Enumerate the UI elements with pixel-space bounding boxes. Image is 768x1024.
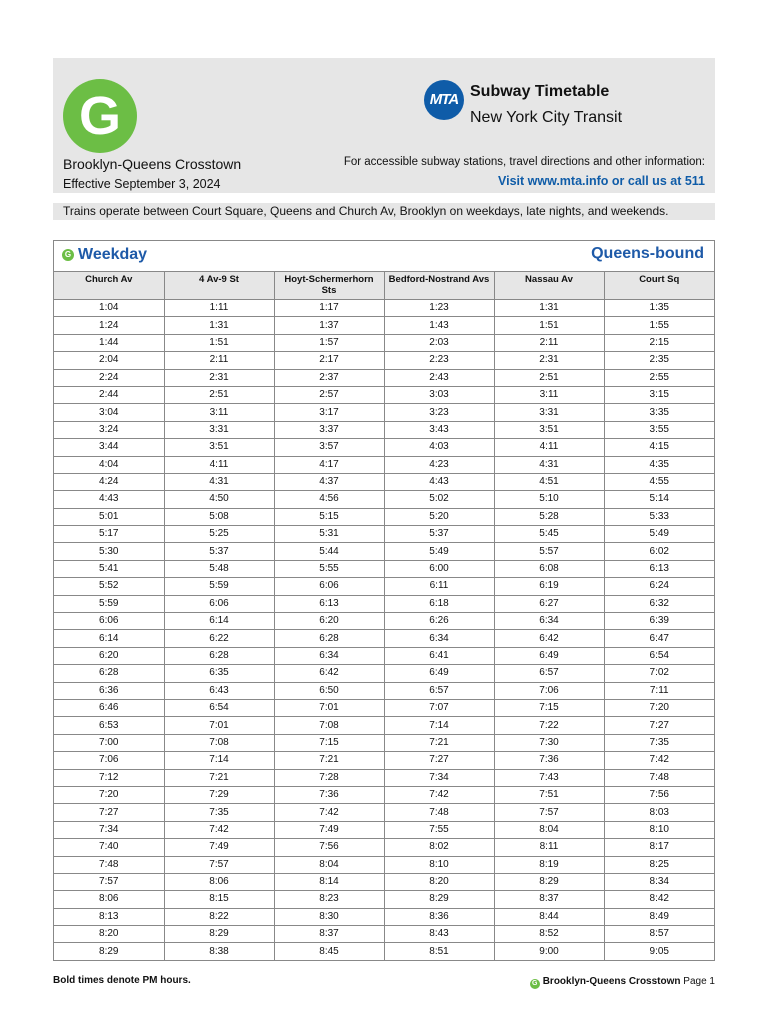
table-row (54, 456, 714, 473)
time-cell: 6:36 (54, 682, 164, 699)
time-cell: 1:57 (274, 334, 384, 351)
time-cell: 2:31 (164, 369, 274, 386)
time-cell: 6:11 (384, 578, 494, 595)
time-cell: 5:52 (54, 578, 164, 595)
time-cell: 1:43 (384, 317, 494, 334)
time-cell: 7:42 (274, 804, 384, 821)
day-text: Weekday (78, 246, 148, 263)
time-cell: 8:51 (384, 943, 494, 960)
time-cell: 4:11 (164, 456, 274, 473)
time-cell: 4:04 (54, 456, 164, 473)
time-cell: 7:06 (54, 752, 164, 769)
time-cell: 1:55 (604, 317, 714, 334)
time-cell: 2:24 (54, 369, 164, 386)
time-cell: 3:11 (494, 386, 604, 403)
time-cell: 8:11 (494, 839, 604, 856)
time-cell: 8:44 (494, 908, 604, 925)
time-cell: 8:19 (494, 856, 604, 873)
time-cell: 3:44 (54, 439, 164, 456)
time-cell: 6:42 (274, 665, 384, 682)
time-cell: 7:01 (274, 699, 384, 716)
time-cell: 5:31 (274, 526, 384, 543)
time-cell: 7:27 (384, 752, 494, 769)
time-cell: 8:02 (384, 839, 494, 856)
time-cell: 4:03 (384, 439, 494, 456)
time-cell: 6:06 (164, 595, 274, 612)
time-cell: 4:31 (164, 473, 274, 490)
time-cell: 7:48 (604, 769, 714, 786)
time-cell: 2:23 (384, 352, 494, 369)
time-cell: 4:15 (604, 439, 714, 456)
time-cell: 8:38 (164, 943, 274, 960)
time-cell: 2:15 (604, 334, 714, 351)
time-cell: 3:24 (54, 421, 164, 438)
time-cell: 8:15 (164, 891, 274, 908)
time-cell: 1:51 (164, 334, 274, 351)
time-cell: 5:49 (384, 543, 494, 560)
time-cell: 4:37 (274, 473, 384, 490)
time-cell: 7:08 (164, 734, 274, 751)
time-cell: 3:31 (164, 421, 274, 438)
table-row (54, 421, 714, 438)
time-cell: 7:35 (164, 804, 274, 821)
time-cell: 6:18 (384, 595, 494, 612)
time-cell: 6:39 (604, 613, 714, 630)
time-cell: 8:04 (494, 821, 604, 838)
table-row (54, 369, 714, 386)
table-row (54, 560, 714, 577)
time-cell: 2:51 (494, 369, 604, 386)
time-cell: 6:57 (384, 682, 494, 699)
table-row (54, 804, 714, 821)
time-cell: 6:34 (494, 613, 604, 630)
time-cell: 8:03 (604, 804, 714, 821)
time-cell: 7:42 (604, 752, 714, 769)
time-cell: 7:35 (604, 734, 714, 751)
time-cell: 8:22 (164, 908, 274, 925)
time-cell: 5:25 (164, 526, 274, 543)
time-cell: 2:43 (384, 369, 494, 386)
time-cell: 5:28 (494, 508, 604, 525)
time-cell: 7:28 (274, 769, 384, 786)
table-row (54, 891, 714, 908)
time-cell: 7:11 (604, 682, 714, 699)
time-cell: 2:44 (54, 386, 164, 403)
page-number: Page 1 (683, 976, 715, 987)
time-cell: 7:57 (164, 856, 274, 873)
time-cell: 7:55 (384, 821, 494, 838)
time-cell: 7:51 (494, 786, 604, 803)
time-cell: 3:11 (164, 404, 274, 421)
time-cell: 8:43 (384, 926, 494, 943)
time-cell: 5:33 (604, 508, 714, 525)
time-cell: 5:37 (384, 526, 494, 543)
time-cell: 5:41 (54, 560, 164, 577)
time-cell: 8:49 (604, 908, 714, 925)
table-row (54, 578, 714, 595)
time-cell: 2:51 (164, 386, 274, 403)
time-cell: 8:30 (274, 908, 384, 925)
time-cell: 7:21 (164, 769, 274, 786)
time-cell: 7:49 (274, 821, 384, 838)
time-cell: 4:31 (494, 456, 604, 473)
time-cell: 4:35 (604, 456, 714, 473)
time-cell: 6:08 (494, 560, 604, 577)
time-cell: 7:42 (164, 821, 274, 838)
time-cell: 1:51 (494, 317, 604, 334)
time-cell: 7:30 (494, 734, 604, 751)
time-cell: 4:24 (54, 473, 164, 490)
time-cell: 3:57 (274, 439, 384, 456)
time-cell: 1:23 (384, 300, 494, 317)
time-cell: 2:04 (54, 352, 164, 369)
time-cell: 3:04 (54, 404, 164, 421)
time-cell: 7:43 (494, 769, 604, 786)
brand-title: Subway Timetable (470, 83, 610, 100)
time-cell: 7:36 (274, 786, 384, 803)
direction-label: Queens-bound (591, 245, 704, 262)
time-cell: 1:04 (54, 300, 164, 317)
time-cell: 5:57 (494, 543, 604, 560)
time-cell: 4:50 (164, 491, 274, 508)
time-cell: 7:56 (274, 839, 384, 856)
column-header: 4 Av-9 St (164, 272, 274, 300)
time-cell: 5:45 (494, 526, 604, 543)
time-cell: 6:22 (164, 630, 274, 647)
time-cell: 8:42 (604, 891, 714, 908)
time-cell: 8:29 (54, 943, 164, 960)
time-cell: 6:26 (384, 613, 494, 630)
table-row (54, 734, 714, 751)
time-cell: 5:48 (164, 560, 274, 577)
time-cell: 8:20 (54, 926, 164, 943)
table-row (54, 908, 714, 925)
time-cell: 7:21 (274, 752, 384, 769)
time-cell: 7:21 (384, 734, 494, 751)
time-cell: 6:41 (384, 647, 494, 664)
timetable-title-bar (54, 241, 714, 272)
time-cell: 6:14 (164, 613, 274, 630)
time-cell: 7:08 (274, 717, 384, 734)
time-cell: 6:49 (384, 665, 494, 682)
time-cell: 8:29 (494, 873, 604, 890)
time-cell: 3:23 (384, 404, 494, 421)
time-cell: 1:37 (274, 317, 384, 334)
time-cell: 2:35 (604, 352, 714, 369)
time-cell: 7:36 (494, 752, 604, 769)
time-cell: 7:01 (164, 717, 274, 734)
time-cell: 1:31 (164, 317, 274, 334)
g-route-bullet-icon: G (530, 979, 540, 989)
table-row (54, 926, 714, 943)
time-cell: 6:35 (164, 665, 274, 682)
time-cell: 8:34 (604, 873, 714, 890)
table-row (54, 386, 714, 403)
table-row (54, 334, 714, 351)
column-header: Nassau Av (494, 272, 604, 300)
time-cell: 7:34 (54, 821, 164, 838)
service-notice: Trains operate between Court Square, Queens and Church Av, Brooklyn on weekdays, late nights, and weekends. (53, 203, 715, 220)
time-cell: 6:34 (384, 630, 494, 647)
time-cell: 6:57 (494, 665, 604, 682)
column-header: Hoyt-Schermerhorn Sts (274, 272, 384, 300)
time-cell: 3:17 (274, 404, 384, 421)
time-cell: 6:06 (274, 578, 384, 595)
time-cell: 7:57 (54, 873, 164, 890)
time-cell: 6:28 (164, 647, 274, 664)
time-cell: 3:51 (494, 421, 604, 438)
time-cell: 6:54 (164, 699, 274, 716)
table-row (54, 699, 714, 716)
table-row (54, 613, 714, 630)
time-cell: 4:51 (494, 473, 604, 490)
time-cell: 7:34 (384, 769, 494, 786)
time-cell: 8:06 (54, 891, 164, 908)
time-cell: 7:22 (494, 717, 604, 734)
column-header: Bedford-Nostrand Avs (384, 272, 494, 300)
time-cell: 6:14 (54, 630, 164, 647)
timetable (53, 240, 715, 961)
time-cell: 5:17 (54, 526, 164, 543)
table-row (54, 752, 714, 769)
footer-page-info (530, 976, 715, 989)
time-cell: 8:13 (54, 908, 164, 925)
table-row (54, 821, 714, 838)
time-cell: 5:30 (54, 543, 164, 560)
time-cell: 6:28 (54, 665, 164, 682)
time-cell: 5:44 (274, 543, 384, 560)
time-cell: 8:37 (494, 891, 604, 908)
time-cell: 7:27 (54, 804, 164, 821)
time-cell: 3:15 (604, 386, 714, 403)
time-cell: 6:54 (604, 647, 714, 664)
table-row (54, 317, 714, 334)
time-cell: 3:35 (604, 404, 714, 421)
time-cell: 2:11 (164, 352, 274, 369)
time-cell: 6:00 (384, 560, 494, 577)
time-cell: 7:15 (494, 699, 604, 716)
time-cell: 3:43 (384, 421, 494, 438)
table-row (54, 769, 714, 786)
time-cell: 4:23 (384, 456, 494, 473)
time-cell: 2:57 (274, 386, 384, 403)
time-cell: 7:40 (54, 839, 164, 856)
time-cell: 8:20 (384, 873, 494, 890)
line-name: Brooklyn-Queens Crosstown (63, 156, 242, 172)
time-cell: 5:10 (494, 491, 604, 508)
time-cell: 6:13 (274, 595, 384, 612)
time-cell: 8:52 (494, 926, 604, 943)
table-row (54, 786, 714, 803)
time-cell: 6:32 (604, 595, 714, 612)
time-cell: 5:01 (54, 508, 164, 525)
time-cell: 7:57 (494, 804, 604, 821)
table-row (54, 491, 714, 508)
time-cell: 7:07 (384, 699, 494, 716)
time-cell: 3:37 (274, 421, 384, 438)
time-cell: 7:56 (604, 786, 714, 803)
time-cell: 6:49 (494, 647, 604, 664)
time-cell: 6:46 (54, 699, 164, 716)
time-cell: 4:43 (384, 473, 494, 490)
time-cell: 7:15 (274, 734, 384, 751)
time-cell: 2:55 (604, 369, 714, 386)
time-cell: 7:29 (164, 786, 274, 803)
time-cell: 8:29 (164, 926, 274, 943)
time-cell: 8:23 (274, 891, 384, 908)
time-cell: 4:43 (54, 491, 164, 508)
time-cell: 6:43 (164, 682, 274, 699)
time-cell: 7:49 (164, 839, 274, 856)
time-cell: 7:42 (384, 786, 494, 803)
time-cell: 7:20 (54, 786, 164, 803)
time-cell: 2:37 (274, 369, 384, 386)
time-cell: 8:04 (274, 856, 384, 873)
time-cell: 6:34 (274, 647, 384, 664)
schedule-body (54, 300, 714, 960)
time-cell: 7:02 (604, 665, 714, 682)
mta-logo-icon: MTA (424, 80, 464, 120)
table-row (54, 630, 714, 647)
table-row (54, 508, 714, 525)
time-cell: 8:36 (384, 908, 494, 925)
column-header: Court Sq (604, 272, 714, 300)
footer-line-name: Brooklyn-Queens Crosstown (542, 976, 681, 987)
table-row (54, 873, 714, 890)
time-cell: 1:11 (164, 300, 274, 317)
time-cell: 6:20 (54, 647, 164, 664)
time-cell: 1:31 (494, 300, 604, 317)
time-cell: 6:27 (494, 595, 604, 612)
column-header-row (54, 272, 714, 300)
time-cell: 7:06 (494, 682, 604, 699)
time-cell: 7:48 (54, 856, 164, 873)
time-cell: 6:53 (54, 717, 164, 734)
table-row (54, 943, 714, 960)
time-cell: 6:24 (604, 578, 714, 595)
time-cell: 9:05 (649, 945, 669, 957)
time-cell: 5:49 (604, 526, 714, 543)
time-cell: 1:35 (604, 300, 714, 317)
time-cell: 7:48 (384, 804, 494, 821)
table-row (54, 839, 714, 856)
time-cell: 5:59 (164, 578, 274, 595)
table-row (54, 717, 714, 734)
timetable-header (53, 58, 715, 193)
time-cell: 4:11 (494, 439, 604, 456)
table-row (54, 404, 714, 421)
time-cell: 3:03 (384, 386, 494, 403)
time-cell: 1:44 (54, 334, 164, 351)
time-cell: 7:27 (604, 717, 714, 734)
time-cell: 6:06 (54, 613, 164, 630)
table-row (54, 682, 714, 699)
time-cell: 8:25 (604, 856, 714, 873)
table-row (54, 595, 714, 612)
table-row (54, 856, 714, 873)
time-cell: 7:12 (54, 769, 164, 786)
footer-note: Bold times denote PM hours. (53, 975, 191, 986)
day-label (62, 246, 147, 264)
time-cell: 6:13 (604, 560, 714, 577)
time-cell: 9:00 (494, 943, 604, 960)
table-row (54, 473, 714, 490)
time-cell: 3:55 (604, 421, 714, 438)
info-link[interactable]: Visit www.mta.info or call us at 511 (497, 174, 705, 188)
time-cell: 4:17 (274, 456, 384, 473)
brand-subtitle: New York City Transit (470, 109, 623, 126)
time-cell: 4:56 (274, 491, 384, 508)
time-cell: 8:06 (164, 873, 274, 890)
time-cell: 7:14 (164, 752, 274, 769)
time-cell: 8:14 (274, 873, 384, 890)
info-text: For accessible subway stations, travel directions and other information: (343, 156, 705, 168)
time-cell: 8:57 (604, 926, 714, 943)
time-cell: 5:59 (54, 595, 164, 612)
time-cell: 8:45 (274, 943, 384, 960)
time-cell: 7:20 (604, 699, 714, 716)
schedule-table (54, 272, 714, 960)
time-cell: 5:55 (274, 560, 384, 577)
time-cell: 1:24 (54, 317, 164, 334)
time-cell: 3:51 (164, 439, 274, 456)
time-cell: 8:10 (384, 856, 494, 873)
time-cell: 7:00 (54, 734, 164, 751)
time-cell: 2:03 (384, 334, 494, 351)
time-cell: 8:17 (604, 839, 714, 856)
table-row (54, 647, 714, 664)
time-cell: 1:17 (274, 300, 384, 317)
time-cell: 6:19 (494, 578, 604, 595)
time-cell: 6:02 (604, 543, 714, 560)
time-cell: 5:37 (164, 543, 274, 560)
time-cell: 2:31 (494, 352, 604, 369)
time-cell: 5:14 (604, 491, 714, 508)
time-cell: 8:10 (604, 821, 714, 838)
time-cell: 7:14 (384, 717, 494, 734)
time-cell: 2:17 (274, 352, 384, 369)
g-route-bullet-icon: G (62, 249, 74, 261)
time-cell: 5:20 (384, 508, 494, 525)
table-row (54, 665, 714, 682)
time-cell: 6:47 (604, 630, 714, 647)
time-cell: 6:20 (274, 613, 384, 630)
table-row (54, 526, 714, 543)
table-row (54, 543, 714, 560)
time-cell: 5:15 (274, 508, 384, 525)
time-cell: 3:31 (494, 404, 604, 421)
table-row (54, 352, 714, 369)
table-row (54, 439, 714, 456)
column-header: Church Av (54, 272, 164, 300)
time-cell: 6:42 (494, 630, 604, 647)
time-cell: 6:28 (274, 630, 384, 647)
effective-date: Effective September 3, 2024 (63, 177, 221, 191)
time-cell: 6:50 (274, 682, 384, 699)
time-cell: 4:55 (604, 473, 714, 490)
time-cell: 8:29 (384, 891, 494, 908)
time-cell: 8:37 (274, 926, 384, 943)
g-route-bullet-icon: G (63, 79, 137, 153)
time-cell: 5:08 (164, 508, 274, 525)
table-row (54, 300, 714, 317)
time-cell: 2:11 (494, 334, 604, 351)
time-cell: 5:02 (384, 491, 494, 508)
